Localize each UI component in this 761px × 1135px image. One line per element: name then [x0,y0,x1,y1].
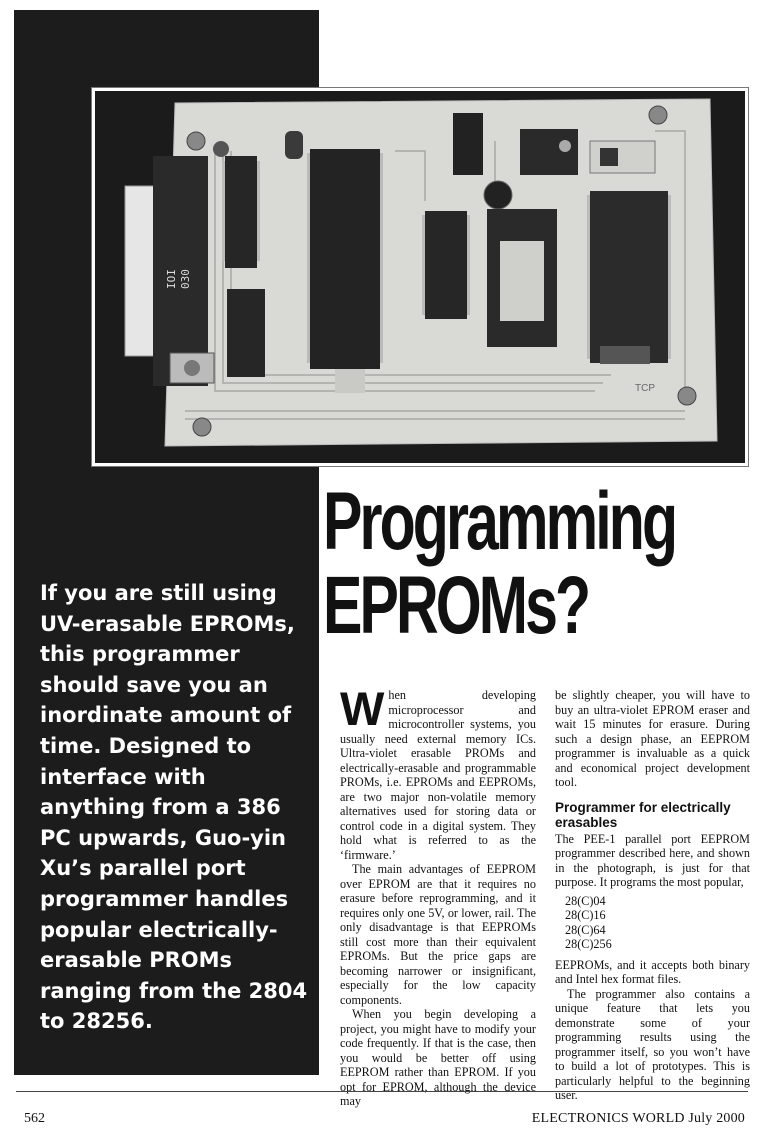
body-paragraph-4: be slightly cheaper, you will have to buy an ultra-violet EPROM eraser and wait 15 minutes for erasure. During such a design phase, an EEPROM programmer is invaluable as a quick and economical project development tool. [555,688,750,789]
page-number: 562 [24,1111,45,1126]
body-paragraph-5: The PEE-1 parallel port EEPROM programmer described here, and shown in the photograph, is just for that purpose. It programs the most popular, [555,831,750,889]
connector-label-1: IOI [165,269,178,289]
list-item: 28(C)256 [565,937,612,951]
body-paragraph-3: When you begin developing a project, you might have to modify your code frequently. If that is the case, then you would be better off using EEPROM rather than EPROM. If you opt for EPROM, although the device may [340,1007,536,1108]
footer-rule [16,1091,748,1092]
device-list [565,894,750,952]
magazine-footer: ELECTRONICS WORLD July 2000 [531,1111,745,1126]
connector-label-2: 030 [179,269,192,289]
list-item: 28(C)04 [565,893,606,908]
drop-cap: W [340,682,385,735]
body-paragraph-2: The main advantages of EEPROM over EPROM are that it requires no erasure before reprogramming, and it requires only one 5V, or lower, rail. The only disadvantage is that EEPROMs still cost more than their equivalent EPROMs. But the price gaps are becoming narrower or insignificant, especially for the low capacity components. [340,862,536,1007]
headline [323,476,676,651]
body-paragraph-6: EEPROMs, and it accepts both binary and Intel hex format files. [555,957,750,986]
headline-line-2: EPROMs? [323,560,589,651]
body-column-1 [340,682,536,1109]
body-paragraph-7: The programmer also contains a unique feature that lets you demonstrate some of your programming results using the programmer itself, so you won’t have to build a lot of prototypes. This is particularly helpful to the beginning user. [555,986,750,1102]
list-item: 28(C)64 [565,922,606,937]
headline-line-1: Programming [323,476,676,567]
body-paragraph-1-text: hen developing microprocessor and microcontroller systems, you usually need external memory ICs. Ultra-violet erasable PROMs and electrically-erasable and programmable PROMs, i.e. EPROMs and EEPROMs, are two major non-volatile memory alternatives used for storing data or control code in a digital system. They hold what is referred to as the ‘firmware.’ [340,688,536,862]
subheading: Programmer for electrically erasables [555,799,731,830]
list-item: 28(C)16 [565,908,606,922]
body-paragraph-1 [340,682,536,862]
pcb-illustration [95,91,745,463]
standfirst: If you are still using UV-erasable EPROMs, this programmer should save you an inordinate amount of time. Designed to interface with anything from a 386 PC upwards, Guo-yin Xu’s parallel port programmer handles popular electrically-erasable PROMs ranging from the 2804 to 28256. [40,581,308,1034]
circuit-board-photo [92,88,748,466]
board-marking: TCP [635,383,655,394]
body-column-2 [555,688,750,1103]
